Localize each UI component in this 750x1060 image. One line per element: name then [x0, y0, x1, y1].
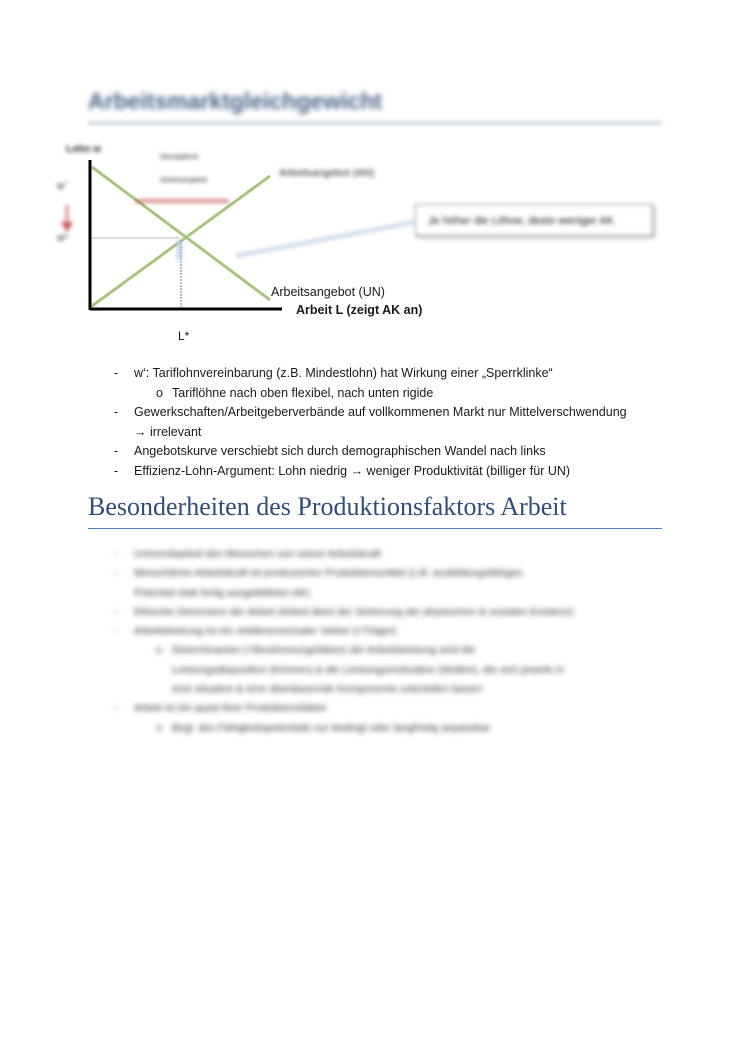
list-item-text: Potential statt fertig ausgebildeter AK)	[134, 586, 310, 599]
equilibrium-marker	[177, 240, 182, 260]
bullet-list-besonderheiten	[114, 545, 674, 738]
w-prime-label: w'	[57, 181, 67, 192]
list-item-text: Ethische Dimension der Arbeit (Arbeit dient der Sicherung der physischen & sozialen Existenz)	[134, 605, 574, 618]
list-item-continuation	[114, 423, 694, 443]
callout-box: Je höher die Löhne, desto weniger AK	[415, 204, 653, 236]
list-item-text: Untrennbarkeit des Menschen von seiner Arbeitskraft	[134, 548, 381, 560]
circle-marker: o	[156, 644, 162, 657]
y-axis-label: Lohn w	[66, 144, 101, 155]
list-item-text: eine situative & eine überdauernde Komponente unterteilen lassen	[172, 683, 482, 696]
list-item-text: Tariflöhne nach oben flexibel, nach unten rigide	[172, 385, 434, 400]
section-underline	[88, 528, 662, 529]
callout-connector	[236, 222, 415, 256]
list-item-text: Bzgl. des Fähigkeitspotentials nur bedingt oder langfristig anpassbar	[172, 721, 491, 734]
circle-marker: o	[156, 385, 163, 400]
circle-marker: o	[156, 721, 162, 734]
list-item	[114, 564, 674, 583]
supply-curve-label: Arbeitsangebot (UN)	[271, 285, 385, 299]
dash-marker: -	[114, 548, 118, 560]
list-item	[114, 719, 674, 738]
section-title-besonderheiten: Besonderheiten des Produktionsfaktors Arbeit	[88, 492, 567, 521]
list-item	[114, 622, 674, 641]
down-arrow-head	[61, 222, 73, 232]
list-item	[114, 603, 674, 622]
dash-marker: -	[114, 444, 119, 458]
list-item-text: Gewerkschaften/Arbeitgeberverbände auf vollkommenen Markt nur Mittelverschwendung	[134, 405, 627, 419]
bullet-list-arbeitsmarkt	[114, 364, 694, 481]
list-item	[114, 641, 674, 660]
w-star-label: w*	[57, 233, 69, 244]
list-item-text: → irrelevant	[134, 424, 202, 439]
list-item-text: w‘: Tariflohnvereinbarung (z.B. Mindestlohn) hat Wirkung einer „Sperrklinke“	[134, 366, 553, 380]
list-item-text: Leistungsdisposition (Können) & die Leistungsmotivation (Wollen), die sich jeweils in	[172, 663, 565, 676]
list-item-text: Arbeitsleistung ist ein vieldimensionaler Vektor (=Träger)	[134, 625, 397, 638]
list-item	[114, 699, 674, 718]
list-item-text: Arbeit ist ein quasi fixer Produktionsfaktor	[134, 702, 328, 715]
dash-marker: -	[114, 702, 118, 715]
section-title-arbeitsmarkt: Arbeitsmarktgleichgewicht	[88, 88, 382, 114]
list-item-text: Menschliche Arbeitskraft ist produziertes Produktionsmittel (z.B. ausbildungsfähiges	[134, 567, 523, 580]
list-item-continuation	[114, 680, 674, 699]
list-item	[114, 403, 694, 423]
dash-marker: -	[114, 405, 119, 419]
dash-marker: -	[114, 366, 119, 380]
list-item	[114, 545, 674, 564]
list-item	[114, 442, 694, 462]
l-star-label: L*	[178, 329, 190, 343]
demand-curve-label: Arbeitsangebot (AN)	[279, 167, 375, 179]
list-item-text: Determinanten (=Bestimmungsfaktor) der Arbeitsleistung sind die	[172, 644, 476, 657]
list-item	[114, 364, 694, 384]
dash-marker: -	[114, 605, 118, 618]
list-item-continuation	[114, 661, 674, 680]
dash-marker: -	[114, 567, 118, 580]
note-line-1: Dienstpflicht	[160, 154, 199, 161]
list-item	[114, 462, 694, 482]
note-line-2: Arbeitsangebot	[160, 177, 208, 184]
x-axis-label: Arbeit L (zeigt AK an)	[296, 303, 423, 317]
list-item-text: Angebotskurve verschiebt sich durch demographischen Wandel nach links	[134, 444, 546, 458]
list-item	[114, 384, 694, 404]
list-item-continuation	[114, 584, 674, 603]
dash-marker: -	[114, 463, 119, 478]
dash-marker: -	[114, 625, 118, 638]
list-item-text: Effizienz-Lohn-Argument: Lohn niedrig → weniger Produktivität (billiger für UN)	[134, 463, 571, 478]
